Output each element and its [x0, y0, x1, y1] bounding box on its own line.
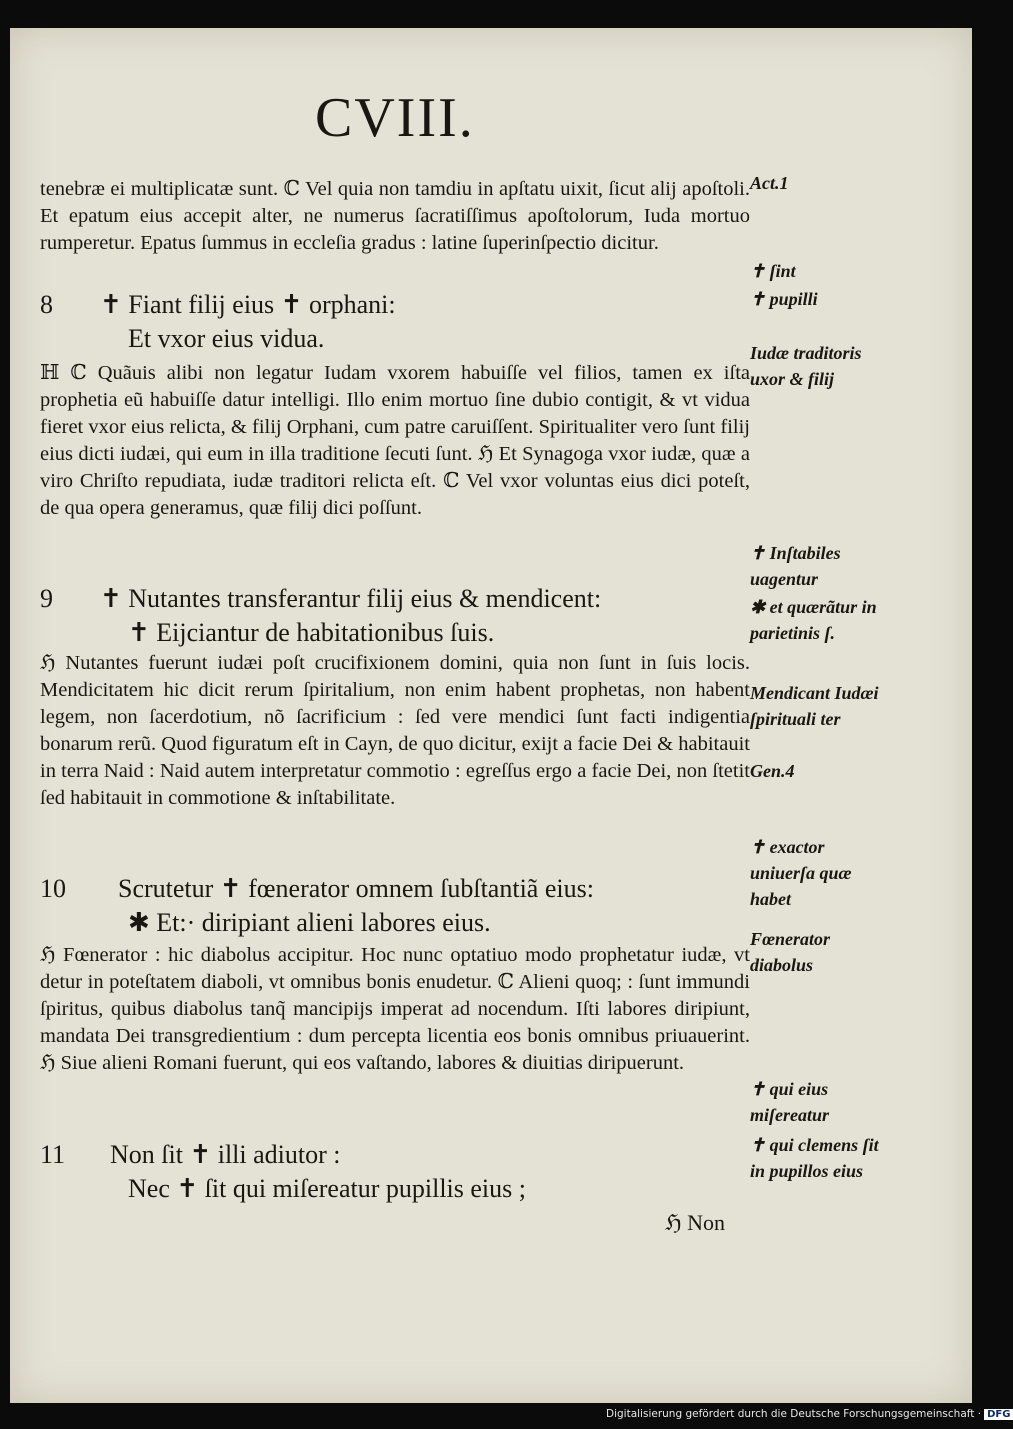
verse-line: Non ſit ✝ illi adiutor :	[110, 1140, 341, 1169]
verse-line: Nec ✝ ſit qui miſereatur pupillis eius ;	[128, 1174, 526, 1203]
verse-line: Scrutetur ✝ fœnerator omnem ſubſtantiã eius:	[118, 874, 594, 903]
margin-note: ✝ qui clemens ſit in pupillos eius	[750, 1135, 879, 1181]
commentary-paragraph: ℍ ℂ Quãuis alibi non legatur Iudam vxorem habuiſſe vel filios, tamen ex iſta prophetia eũ habuiſſe datur intelligi. Illo enim mortuo ſine dubio contigit, & vt vidua fieret vxor eius relicta, & filij Orphani, cum patre caruiſſent. Spiritualiter vero ſunt filij eius dicti iudæi, qui eum in illa traditione ſecuti ſunt. ℌ Et Synagoga vxor iudæ, quæ a viro Chriſto repudiata, iudæ traditori relicta eſt. ℂ Vel vxor voluntas eius dici poteſt, de qua opera generamus, quæ filij dici poſſunt.	[40, 362, 750, 519]
verse-line: ✱ Et:· diripiant alieni labores eius.	[128, 908, 491, 937]
credit-text: Digitalisierung gefördert durch die Deutsche Forschungsgemeinschaft ·	[606, 1408, 982, 1420]
book-page	[10, 28, 972, 1403]
verse-number: 8	[40, 290, 53, 319]
verse-number: 10	[40, 874, 66, 903]
digitization-credit	[606, 1408, 1013, 1420]
commentary-paragraph: tenebræ ei multiplicatæ sunt. ℂ Vel quia non tamdiu in apſtatu uixit, ſicut alij apoſtoli. Et epatum eius accepit alter, ne numerus ſacratiſſimus apoſtolorum, Iuda mortuo rumperetur. Epatus ſummus in eccleſia gradus : latine ſuperinſpectio dicitur.	[40, 178, 750, 254]
verse-line: ✝ Eijciantur de habitationibus ſuis.	[128, 618, 495, 647]
margin-note: ✱ et quærãtur in parietinis ſ.	[750, 597, 877, 643]
verse-line: ✝ Fiant filij eius ✝ orphani:	[100, 290, 396, 319]
margin-note: Iudæ traditoris uxor & filij	[750, 343, 862, 389]
verse-line: Et vxor eius vidua.	[128, 324, 325, 353]
verse-number: 11	[40, 1140, 66, 1169]
page-number: CVIII.	[315, 87, 475, 149]
margin-note: ✝ Inſtabiles uagentur	[750, 543, 841, 589]
margin-note: Gen.4	[750, 761, 795, 781]
catchword: ℌ Non	[665, 1210, 725, 1235]
commentary-paragraph: ℌ Nutantes fuerunt iudæi poſt crucifixionem domini, quia non ſunt in ſuis locis. Mendicitatem hic dicit rerum ſpiritalium, non enim habent prophetas, non habent legem, non ſacerdotium, nõ ſacrificium : ſed vere mendici ſunt facti indigentia bonarum rerũ. Quod figuratum eſt in Cayn, de quo dicitur, exijt a facie Dei & habitauit in terra Naid : Naid autem interpretatur commotio : egreſſus ergo a facie Dei, non ſtetit ſed habitauit in commotione & inſtabilitate.	[40, 652, 750, 809]
margin-note: ✝ exactor uniuerſa quæ habet	[750, 837, 852, 909]
margin-note: ✝ qui eius miſereatur	[750, 1079, 829, 1125]
verse-line: ✝ Nutantes transferantur filij eius & mendicent:	[100, 584, 602, 613]
verse-number: 9	[40, 584, 53, 613]
margin-note: Fœnerator diabolus	[750, 929, 831, 975]
margin-note: Act.1	[750, 173, 789, 193]
margin-note: ✝ ſint	[750, 261, 796, 281]
margin-note: Mendicant Iudæi ſpirituali ter	[750, 683, 879, 729]
dfg-logo: DFG	[984, 1409, 1013, 1420]
margin-note: ✝ pupilli	[750, 289, 818, 309]
commentary-paragraph: ℌ Fœnerator : hic diabolus accipitur. Hoc nunc optatiuo modo prophetatur iudæ, vt detur in poteſtatem diaboli, vt omnibus bonis enudetur. ℂ Alieni quoq; : ſunt immundi ſpiritus, quibus diabolus tanq̃ mancipijs imperat ad nocendum. Iſti labores diripiunt, mandata Dei transgredientium : dum percepta licentia eos bonis omnibus priuauerint. ℌ Siue alieni Romani fuerunt, qui eos vaſtando, labores & diuitias diripuerunt.	[40, 944, 750, 1074]
